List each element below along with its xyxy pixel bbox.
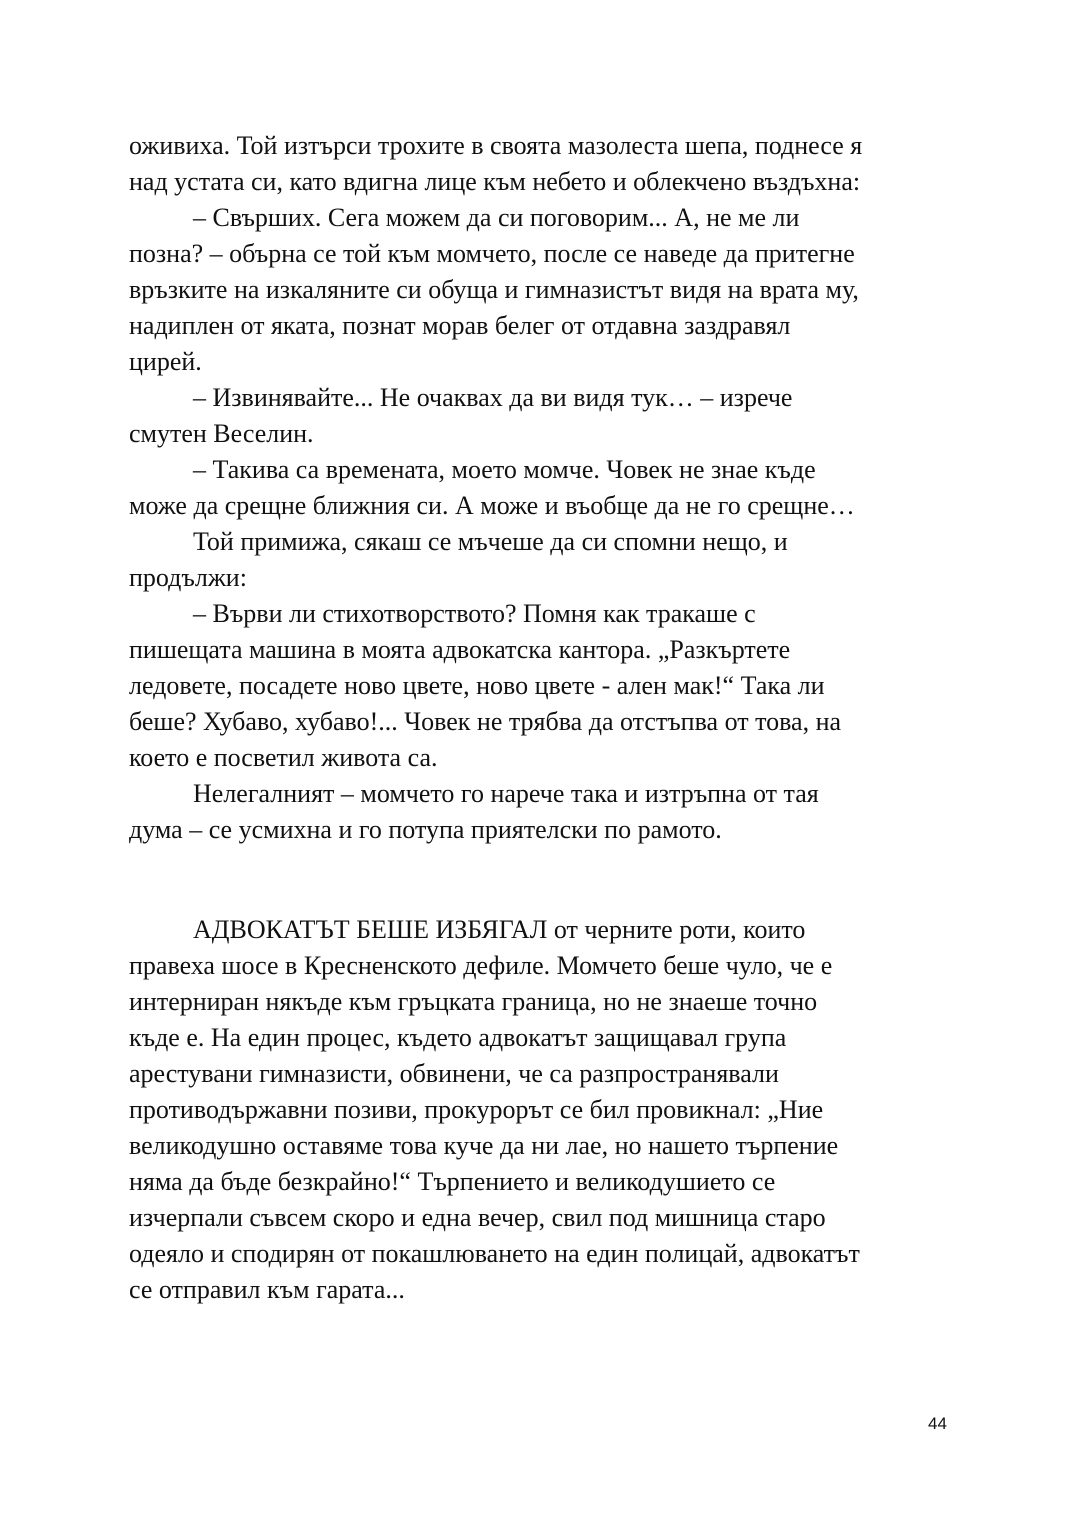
text-line: няма да бъде безкрайно!“ Търпението и великодушието се: [129, 1167, 776, 1196]
text-line: което е посветил живота са.: [129, 743, 438, 772]
text-line: Нелегалният – момчето го нарече така и изтръпна от тая: [193, 779, 819, 808]
text-line: над устата си, като вдигна лице към небето и облекчено въздъхна:: [129, 167, 861, 196]
text-line: противодържавни позиви, прокурорът се бил провикнал: „Ние: [129, 1095, 824, 1124]
text-line: – Такива са времената, моето момче. Човек не знае къде: [193, 455, 816, 484]
text-block-2: [129, 912, 951, 1308]
text-line: ледовете, посадете ново цвете, ново цвете - ален мак!“ Така ли: [129, 671, 825, 700]
text-line: се отправил към гарата...: [129, 1275, 405, 1304]
text-line: АДВОКАТЪТ БЕШЕ ИЗБЯГАЛ от черните роти, които: [193, 915, 806, 944]
page-number: 44: [928, 1414, 947, 1433]
text-line: позна? – обърна се той към момчето, после се наведе да притегне: [129, 239, 855, 268]
text-line: арестувани гимназисти, обвинени, че са разпространявали: [129, 1059, 779, 1088]
text-line: изчерпали съвсем скоро и една вечер, свил под мишница старо: [129, 1203, 826, 1232]
text-line: беше? Хубаво, хубаво!... Човек не трябва да отстъпва от това, на: [129, 707, 842, 736]
text-line: пишещата машина в моята адвокатска кантора. „Разкъртете: [129, 635, 791, 664]
text-line: – Свърших. Сега можем да си поговорим... А, не ме ли: [193, 203, 800, 232]
text-line: връзките на изкаляните си обуща и гимназистът видя на врата му,: [129, 275, 859, 304]
text-line: къде е. На един процес, където адвокатът защищавал група: [129, 1023, 787, 1052]
text-block-1: [129, 128, 951, 848]
text-line: дума – се усмихна и го потупа приятелски по рамото.: [129, 815, 722, 844]
text-line: надиплен от яката, познат морав белег от отдавна заздравял: [129, 311, 791, 340]
text-line: смутен Веселин.: [129, 419, 314, 448]
text-line: одеяло и сподирян от покашлюването на един полицай, адвокатът: [129, 1239, 860, 1268]
text-line: оживиха. Той изтърси трохите в своята мазолеста шепа, поднесе я: [129, 131, 863, 160]
text-line: великодушно оставяме това куче да ни лае, но нашето търпение: [129, 1131, 839, 1160]
text-line: цирей.: [129, 347, 202, 376]
text-line: продължи:: [129, 563, 247, 592]
text-line: – Извинявайте... Не очаквах да ви видя тук… – изрече: [193, 383, 793, 412]
text-line: Той примижа, сякаш се мъчеше да си спомни нещо, и: [193, 527, 788, 556]
text-line: може да срещне ближния си. А може и въобще да не го срещне…: [129, 491, 855, 520]
text-line: интерниран някъде към гръцката граница, но не знаеше точно: [129, 987, 818, 1016]
text-line: правеха шосе в Кресненското дефиле. Момчето беше чуло, че е: [129, 951, 833, 980]
text-line: – Върви ли стихотворството? Помня как тракаше с: [193, 599, 756, 628]
